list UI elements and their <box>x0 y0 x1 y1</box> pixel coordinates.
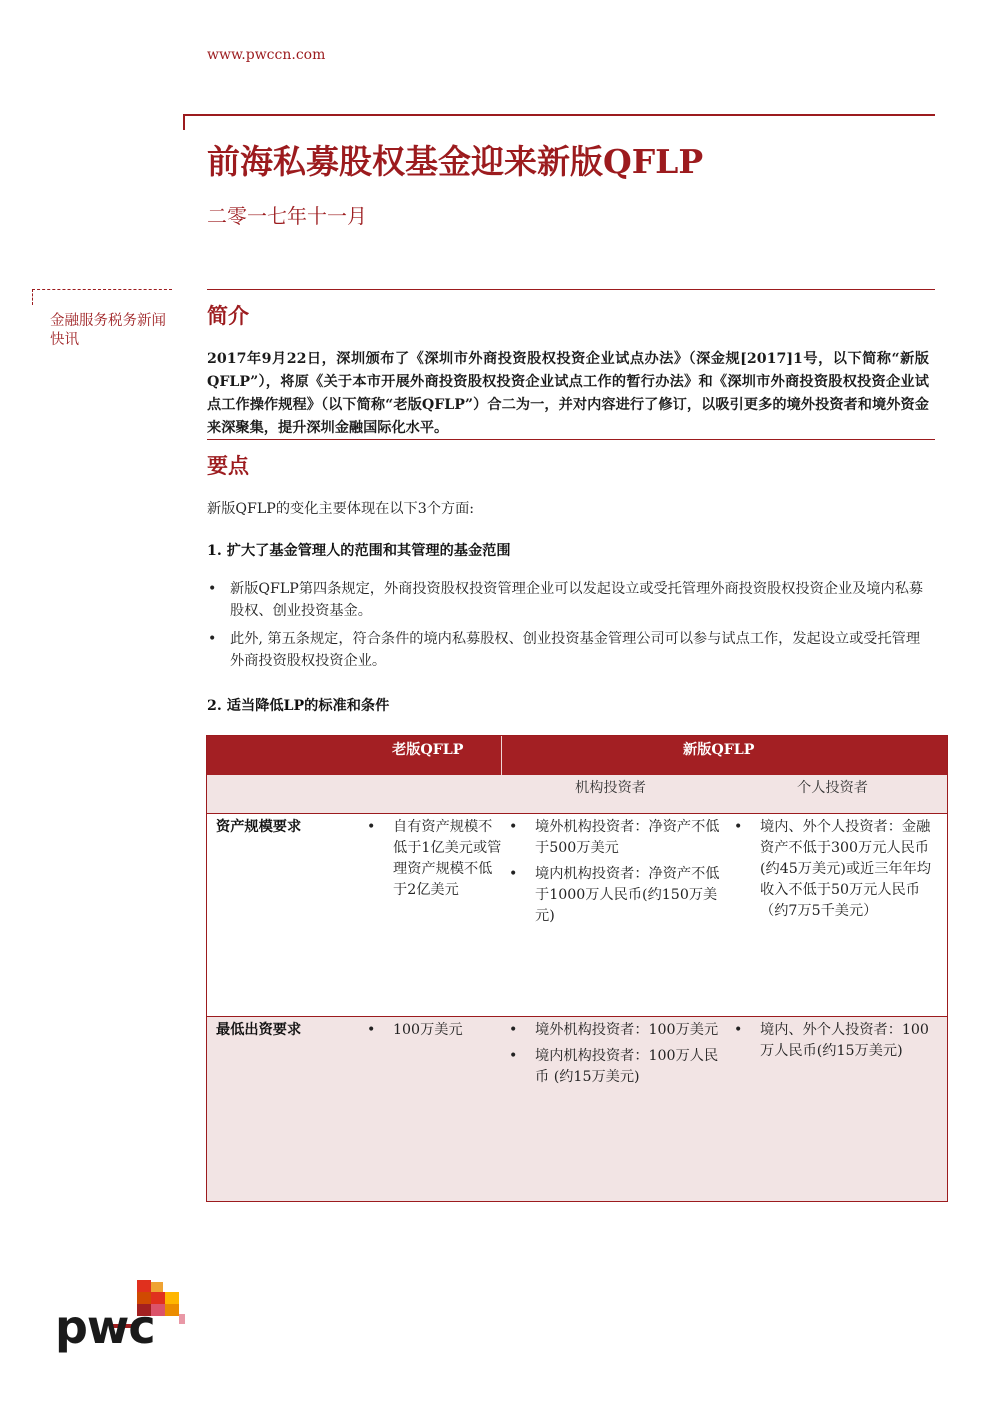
row-label-asset-scale: 资产规模要求 <box>216 819 302 835</box>
list-item <box>509 1020 723 1041</box>
bullet-icon: • <box>367 819 376 835</box>
document-title: 前海私募股权基金迎来新版QFLP <box>207 142 704 181</box>
cell-text: 境内机构投资者：100万人民币 (约15万美元) <box>535 1048 719 1085</box>
intro-heading: 简介 <box>207 303 249 328</box>
sidebar-rule-corner <box>32 289 33 305</box>
header-old-qflp: 老版QFLP <box>392 742 464 758</box>
bullet-icon: • <box>208 631 217 647</box>
header-new-qflp: 新版QFLP <box>683 742 755 758</box>
cell-text: 100万美元 <box>393 1022 463 1038</box>
intro-section-rule <box>207 289 935 290</box>
bullet-icon: • <box>367 1022 376 1038</box>
subheader-institution: 机构投资者 <box>575 780 646 796</box>
cell-text: 境内、外个人投资者：100万人民币(约15万美元) <box>760 1022 929 1059</box>
list-item <box>509 864 723 927</box>
bullet-icon: • <box>509 866 518 882</box>
logo-block <box>165 1304 179 1316</box>
cell-institution-min <box>509 1020 723 1093</box>
table-header-row <box>207 736 947 775</box>
logo-block <box>151 1282 163 1292</box>
list-item <box>509 1046 723 1088</box>
list-item <box>734 1020 940 1062</box>
logo-block <box>137 1280 151 1292</box>
bullet-text: 新版QFLP第四条规定，外商投资股权投资管理企业可以发起设立或受托管理外商投资股权投资企业及境内私募股权、创业投资基金。 <box>230 581 924 619</box>
pwc-logo-text: pwc <box>55 1300 155 1354</box>
list-item <box>734 817 940 922</box>
list-item <box>207 628 929 672</box>
title-rule-corner <box>183 114 185 130</box>
points-lead: 新版QFLP的变化主要体现在以下3个方面: <box>207 501 475 517</box>
header-divider <box>501 736 502 775</box>
row-label-min-contribution: 最低出资要求 <box>216 1022 302 1038</box>
list-item <box>367 817 502 901</box>
point-1-heading: 1. 扩大了基金管理人的范围和其管理的基金范围 <box>207 543 511 559</box>
points-heading: 要点 <box>207 453 249 478</box>
logo-block <box>179 1314 185 1324</box>
cell-old-min <box>367 1020 502 1046</box>
cell-individual-min <box>734 1020 940 1067</box>
document-date: 二零一七年十一月 <box>207 204 367 228</box>
sidebar-category-label: 金融服务税务新闻快讯 <box>50 313 166 348</box>
cell-institution-asset <box>509 817 723 932</box>
bullet-icon: • <box>509 1048 518 1064</box>
title-rule <box>183 114 935 116</box>
website-url[interactable]: www.pwccn.com <box>207 47 326 63</box>
bullet-icon: • <box>734 819 743 835</box>
bullet-icon: • <box>509 819 518 835</box>
cell-text: 自有资产规模不低于1亿美元或管理资产规模不低于2亿美元 <box>393 819 502 898</box>
list-item <box>367 1020 502 1041</box>
bullet-text: 此外, 第五条规定，符合条件的境内私募股权、创业投资基金管理公司可以参与试点工作，发起设立或受托管理外商投资股权投资企业。 <box>230 631 921 669</box>
cell-text: 境外机构投资者：净资产不低于500万美元 <box>535 819 720 856</box>
cell-individual-asset <box>734 817 940 927</box>
sidebar-rule <box>32 289 172 290</box>
logo-block <box>165 1292 179 1304</box>
row-divider <box>207 813 947 814</box>
bullet-icon: • <box>509 1022 518 1038</box>
bullet-icon: • <box>208 581 217 597</box>
subheader-individual: 个人投资者 <box>797 780 868 796</box>
comparison-table <box>206 735 948 1202</box>
cell-text: 境内机构投资者：净资产不低于1000万人民币(约150万美元) <box>535 866 720 924</box>
intro-paragraph: 2017年9月22日，深圳颁布了《深圳市外商投资股权投资企业试点办法》（深金规[2017]1号，以下简称“新版QFLP”），将原《关于本市开展外商投资股权投资企业试点工作的暂行办法》和《深圳市外商投资股权投资企业试点工作操作规程》（以下简称“老版QFLP”）合二为一，并对内容进行了修订，以吸引更多的境外投资者和境外资金来深聚集，提升深圳金融国际化水平。 <box>207 351 929 436</box>
cell-old-asset <box>367 817 502 906</box>
point-1-bullet-list <box>207 578 929 678</box>
points-section-rule <box>207 439 935 440</box>
cell-text: 境内、外个人投资者：金融资产不低于300万元人民币 (约45万美元)或近三年年均收入不低于50万元人民币（约7万5千美元） <box>760 819 931 919</box>
point-2-heading: 2. 适当降低LP的标准和条件 <box>207 698 390 714</box>
list-item <box>207 578 929 622</box>
cell-text: 境外机构投资者：100万美元 <box>535 1022 719 1038</box>
list-item <box>509 817 723 859</box>
bullet-icon: • <box>734 1022 743 1038</box>
